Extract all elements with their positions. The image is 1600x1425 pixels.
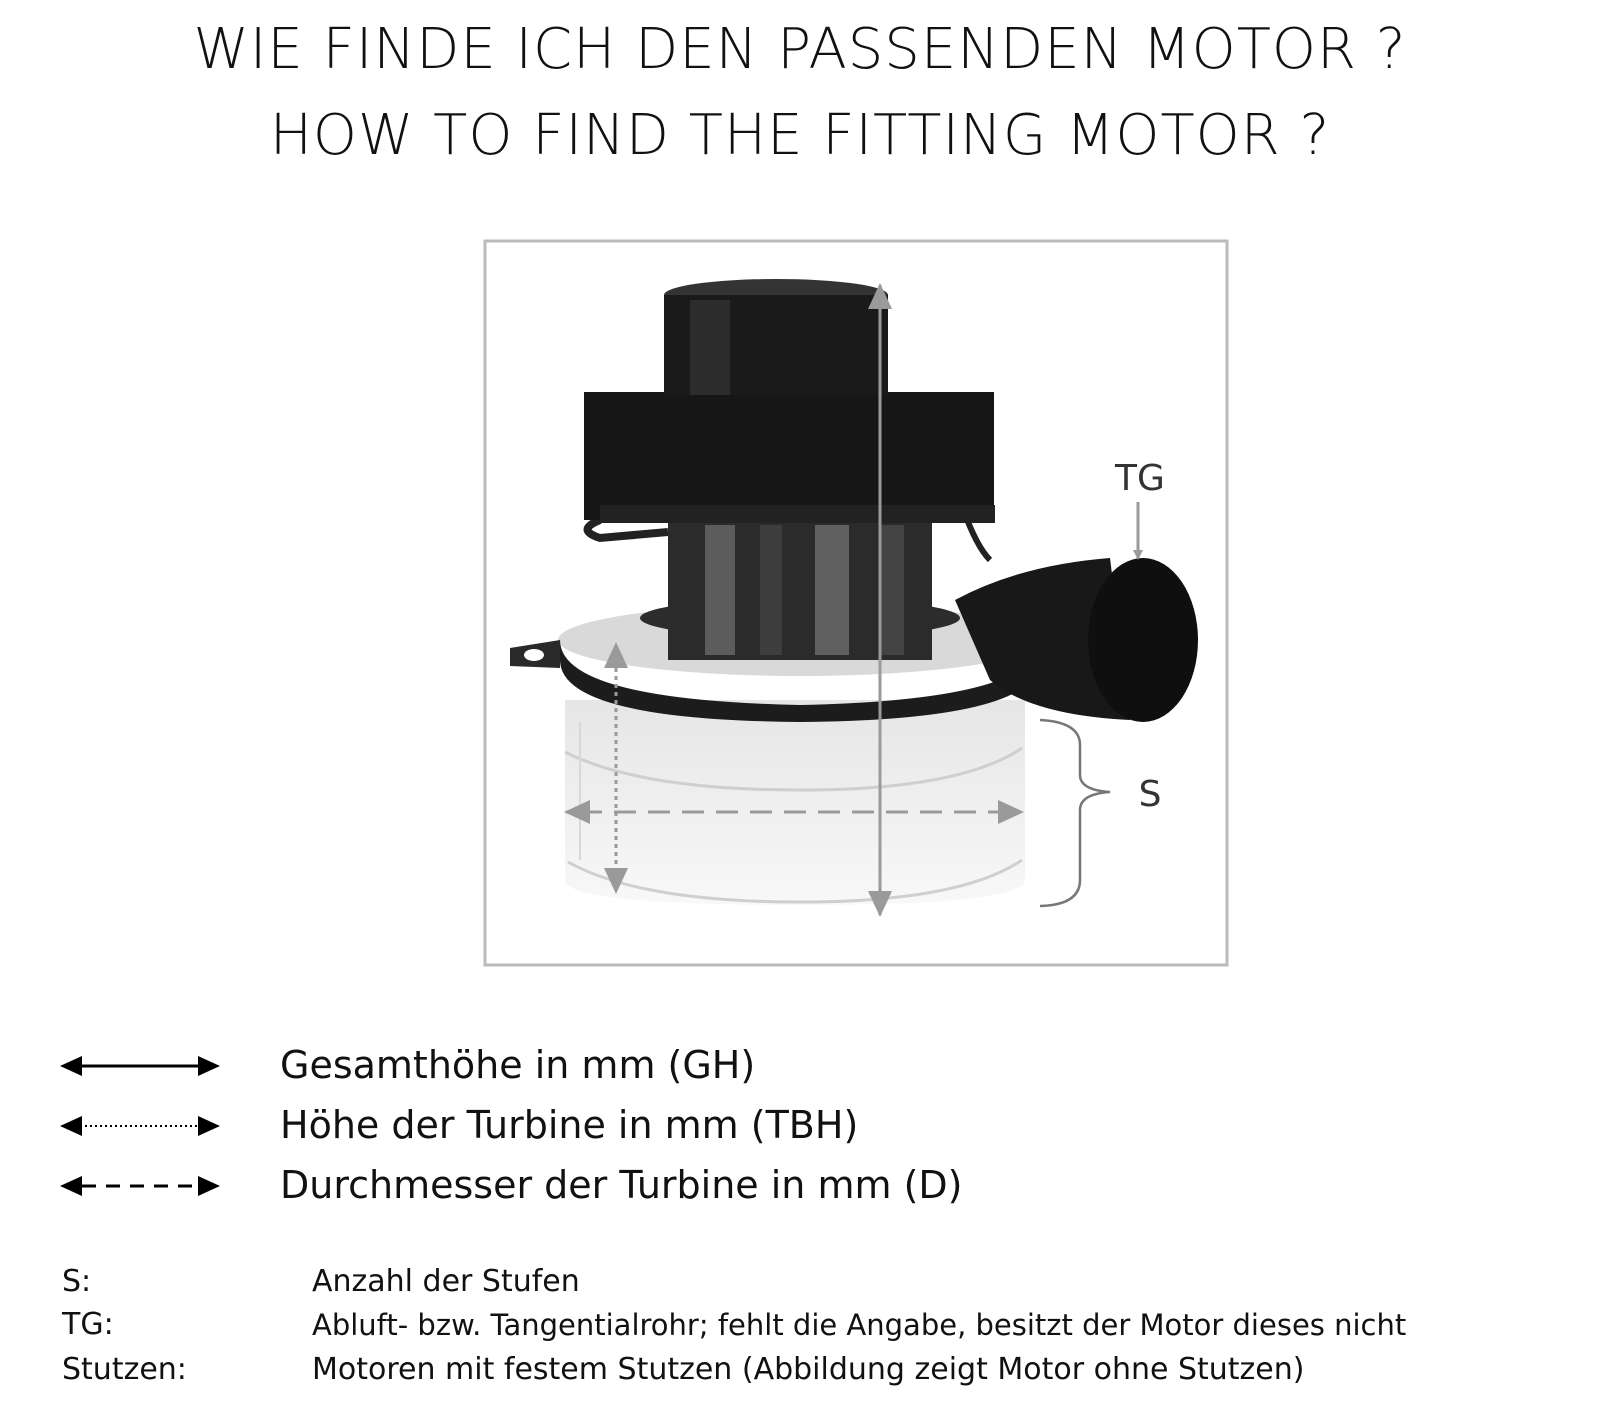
legend-item-d <box>60 1160 1260 1210</box>
legend-dotted-arrow <box>60 1106 220 1146</box>
definition-key: Stutzen: <box>62 1352 187 1387</box>
definition-value: Abluft- bzw. Tangentialrohr; fehlt die Angabe, besitzt der Motor dieses nicht <box>312 1308 1407 1342</box>
legend-label-gh: Gesamthöhe in mm (GH) <box>280 1043 756 1087</box>
legend-item-tbh <box>60 1100 1260 1150</box>
label-tg: TG <box>1115 458 1165 499</box>
label-s: S <box>1138 774 1162 815</box>
title-german: WIE FINDE ICH DEN PASSENDEN MOTOR ? <box>193 17 1407 82</box>
legend-item-gh <box>60 1040 1260 1090</box>
definition-value: Anzahl der Stufen <box>312 1264 580 1299</box>
stages-brace <box>1040 720 1110 906</box>
legend-label-tbh: Höhe der Turbine in mm (TBH) <box>280 1103 859 1147</box>
turbine-stages <box>565 700 1025 905</box>
definition-key: S: <box>62 1264 92 1299</box>
legend-label-d: Durchmesser der Turbine in mm (D) <box>280 1163 963 1207</box>
legend-solid-arrow <box>60 1046 220 1086</box>
title-english: HOW TO FIND THE FITTING MOTOR ? <box>269 103 1331 168</box>
motor-housing <box>584 392 995 523</box>
motor-cap <box>664 279 888 395</box>
definition-key: TG: <box>62 1307 114 1342</box>
legend-dashed-arrow <box>60 1166 220 1206</box>
definition-value: Motoren mit festem Stutzen (Abbildung zeigt Motor ohne Stutzen) <box>312 1352 1305 1387</box>
